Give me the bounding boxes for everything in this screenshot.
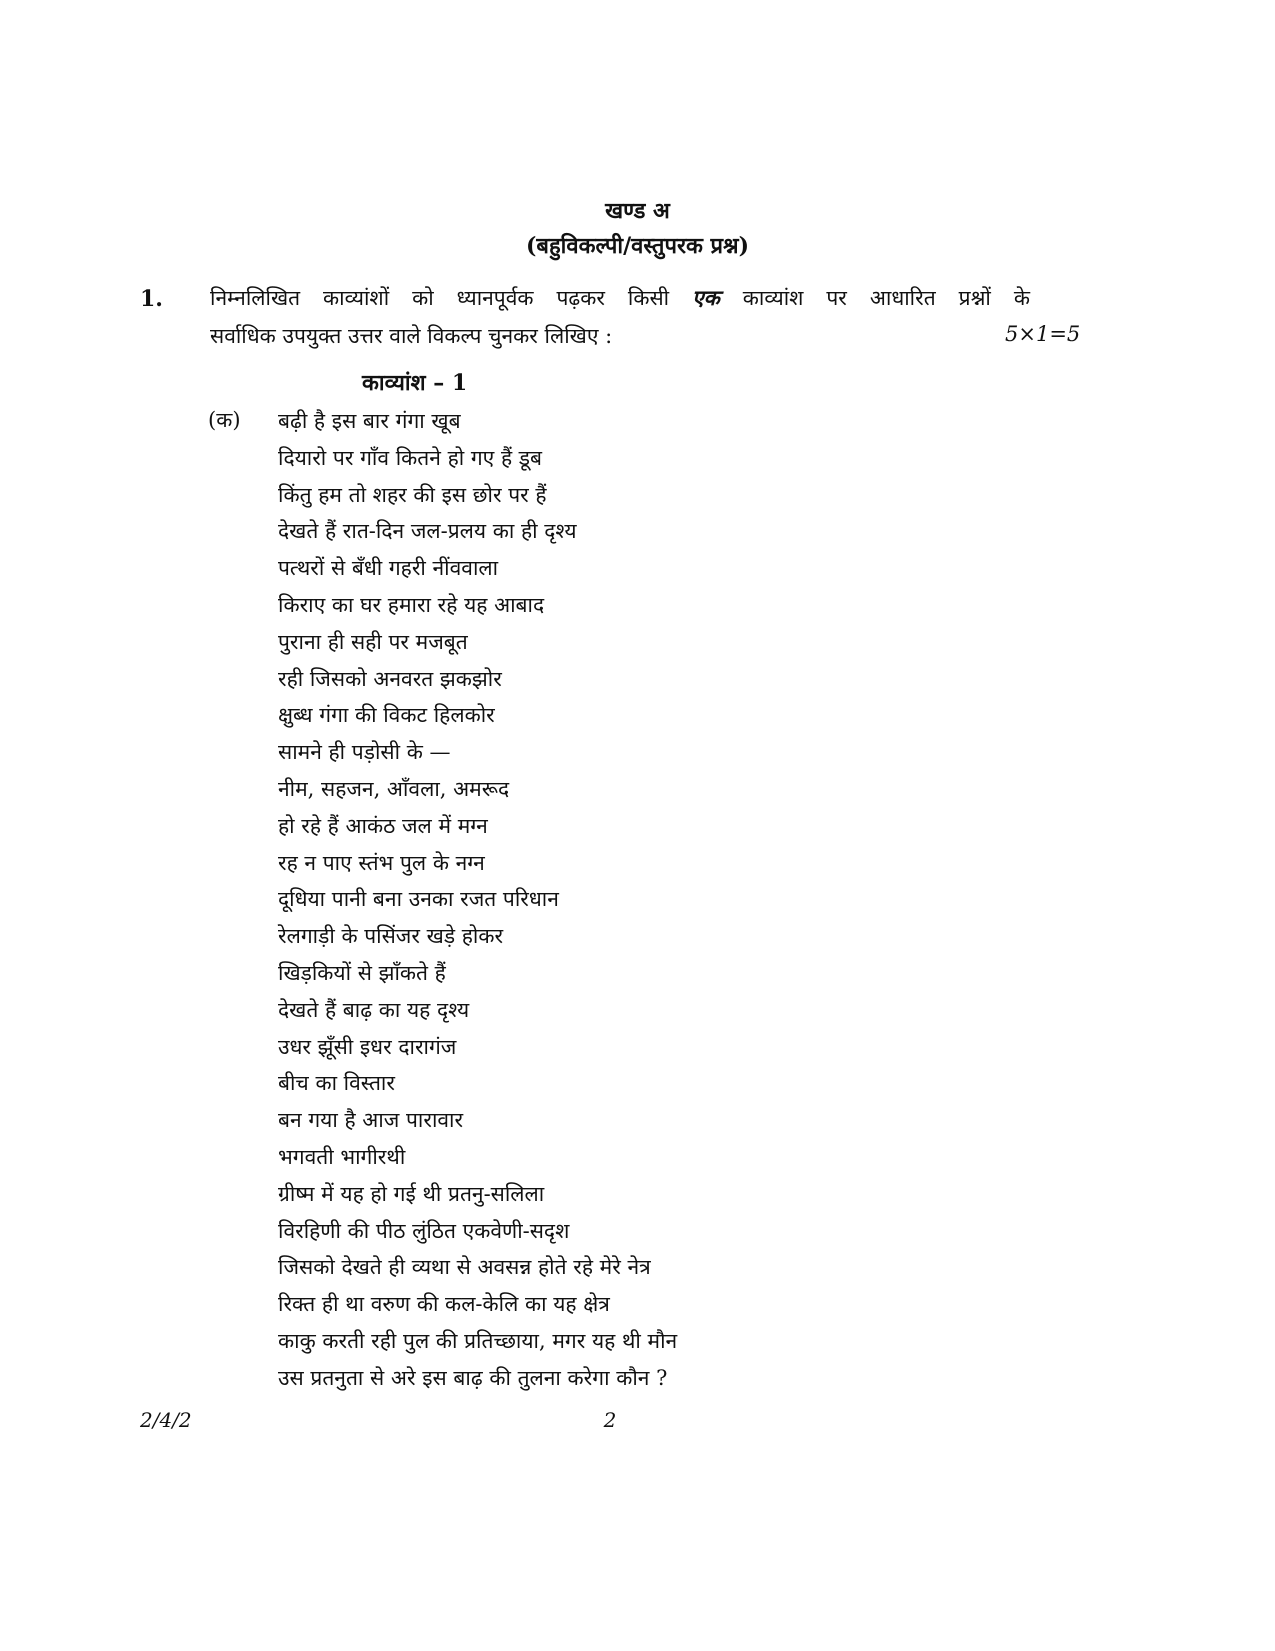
- poem-line: जिसको देखते ही व्यथा से अवसन्न होते रहे मेरे नेत्र: [278, 1255, 651, 1280]
- poem-line: बन गया है आज पारावार: [278, 1108, 464, 1133]
- instruction-word: किसी: [627, 286, 670, 310]
- poem-line: बढ़ी है इस बार गंगा खूब: [278, 409, 461, 433]
- poem-line: देखते हैं बाढ़ का यह दृश्य: [278, 997, 470, 1022]
- poem-line: दियारो पर गाँव कितने हो गए हैं डूब: [278, 445, 543, 470]
- instruction-word: पढ़कर: [556, 286, 605, 310]
- poem-line: देखते हैं रात-दिन जल-प्रलय का ही दृश्य: [278, 519, 577, 544]
- poem-line: ग्रीष्म में यह हो गई थी प्रतनु-सलिला: [278, 1181, 545, 1206]
- instruction-word: निम्नलिखित: [210, 286, 301, 310]
- poem-line: भगवती भागीरथी: [278, 1144, 406, 1169]
- question-instruction-line-2: सर्वाधिक उपयुक्त उत्तर वाले विकल्प चुनकर लिखिए :: [210, 324, 613, 348]
- poem-line: रह न पाए स्तंभ पुल के नग्न: [278, 850, 485, 875]
- poem-line: क्षुब्ध गंगा की विकट हिलकोर: [278, 703, 495, 728]
- poem-line: किंतु हम तो शहर की इस छोर पर हैं: [278, 482, 547, 507]
- poem-text: [278, 403, 677, 1397]
- instruction-word: काव्यांश: [742, 286, 804, 310]
- poem-line: रही जिसको अनवरत झकझोर: [278, 666, 502, 691]
- poem-line: खिड़कियों से झाँकते हैं: [278, 960, 446, 985]
- page-number: 2: [603, 1408, 617, 1432]
- poem-line: रिक्त ही था वरुण की कल-केलि का यह क्षेत्र: [278, 1292, 610, 1317]
- poem-line: नीम, सहजन, आँवला, अमरूद: [278, 776, 510, 801]
- poem-line: विरहिणी की पीठ लुंठित एकवेणी-सदृश: [278, 1218, 570, 1243]
- poem-line: रेलगाड़ी के पसिंजर खड़े होकर: [278, 924, 504, 949]
- instruction-word: के: [1013, 286, 1030, 310]
- poem-line: उस प्रतनुता से अरे इस बाढ़ की तुलना करेगा कौन ?: [278, 1365, 668, 1390]
- poem-line: बीच का विस्तार: [278, 1071, 395, 1096]
- poem-line: काकु करती रही पुल की प्रतिच्छाया, मगर यह थी मौन: [278, 1328, 678, 1353]
- question-instruction-line-1: [210, 284, 1030, 312]
- instruction-word: प्रश्नों: [958, 286, 991, 310]
- instruction-word: पर: [826, 286, 847, 310]
- section-subtitle: (बहुविकल्पी/वस्तुपरक प्रश्न): [525, 233, 749, 259]
- poem-line: दूधिया पानी बना उनका रजत परिधान: [278, 887, 559, 912]
- instruction-word: काव्यांशों: [323, 286, 390, 310]
- instruction-word: एक: [692, 285, 720, 310]
- marks-allocation: 5×1=5: [1005, 322, 1081, 346]
- instruction-word: ध्यानपूर्वक: [456, 286, 534, 310]
- poem-line: हो रहे हैं आकंठ जल में मग्न: [278, 813, 488, 838]
- poem-line: उधर झूँसी इधर दारागंज: [278, 1034, 457, 1059]
- poem-line: किराए का घर हमारा रहे यह आबाद: [278, 592, 545, 617]
- question-number: 1.: [140, 286, 163, 312]
- instruction-word: को: [412, 286, 434, 310]
- paper-code: 2/4/2: [140, 1408, 192, 1432]
- poem-line: पुराना ही सही पर मजबूत: [278, 629, 468, 654]
- option-label: (क): [208, 408, 241, 432]
- instruction-word: आधारित: [869, 286, 936, 310]
- poem-line: पत्थरों से बँधी गहरी नींववाला: [278, 556, 499, 581]
- section-title: खण्ड अ: [605, 198, 670, 224]
- passage-title: काव्यांश – 1: [362, 370, 468, 396]
- poem-line: सामने ही पड़ोसी के —: [278, 740, 451, 765]
